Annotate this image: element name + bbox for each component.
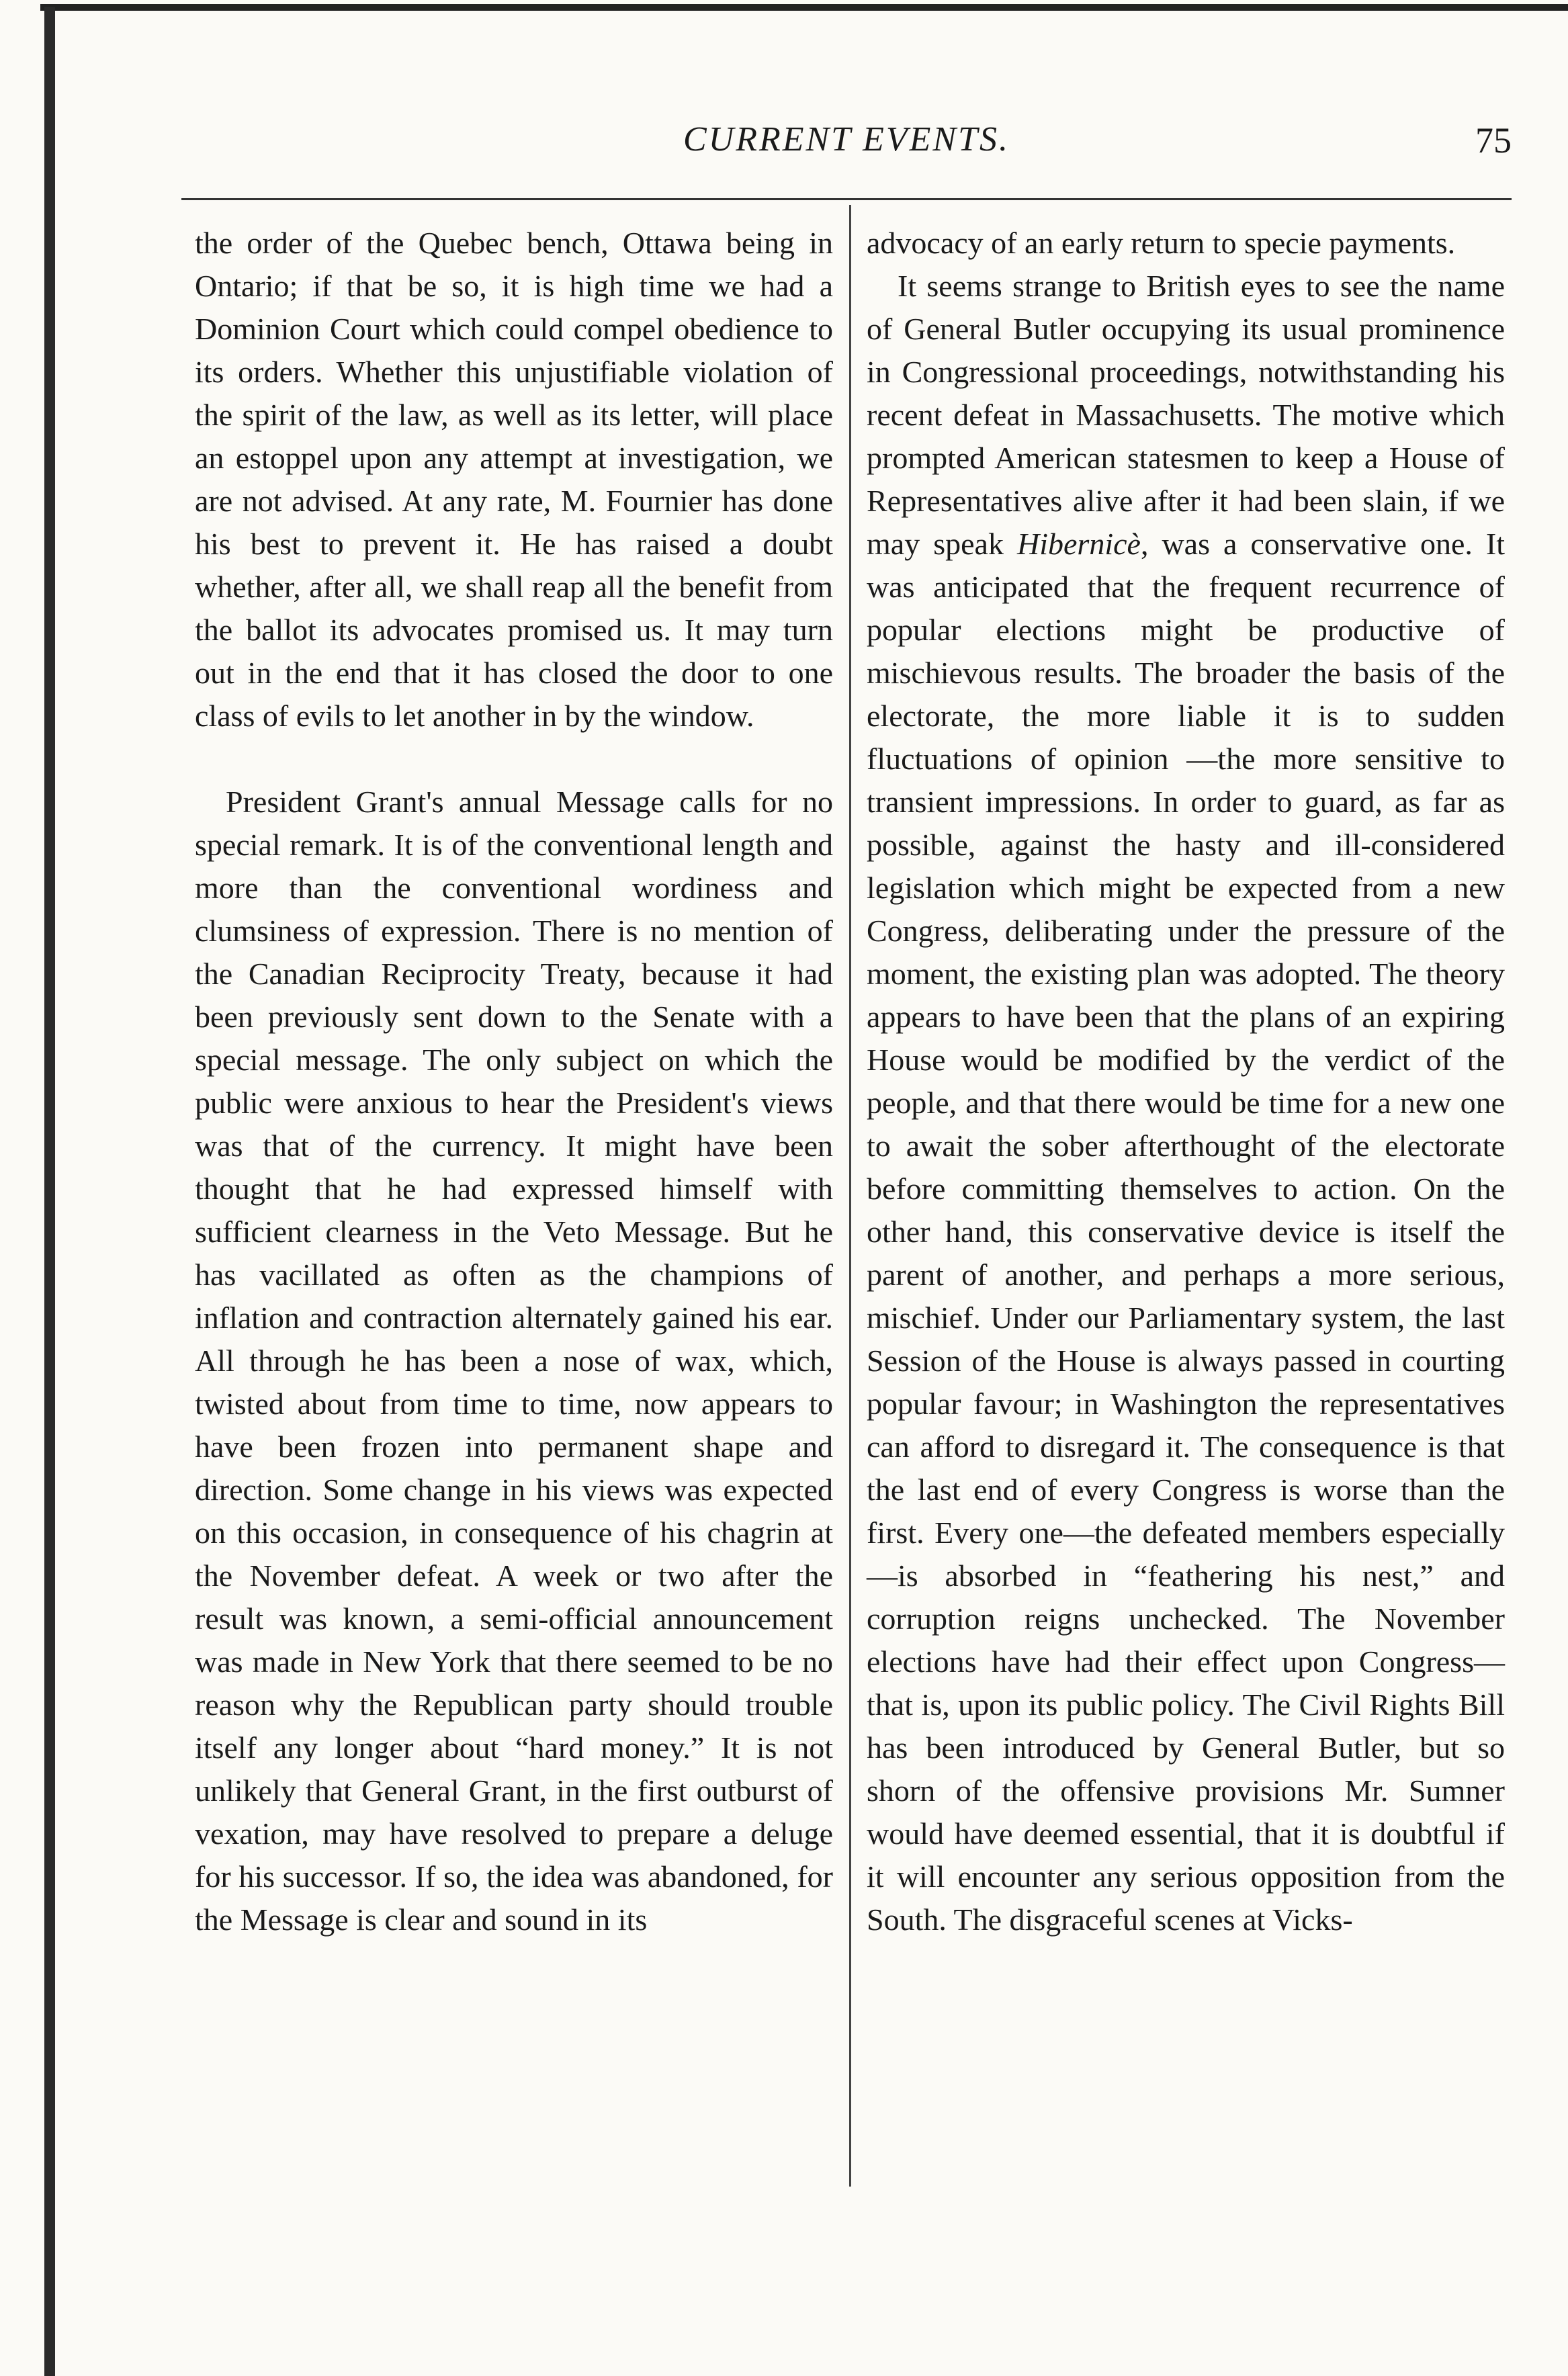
paragraph: President Grant's annual Message calls for no special remark. It is of the conventional length and more than the conventional wordiness and clumsiness of expression. There is no mention of the Canadian Reciprocity Treaty, because it had been previously sent down to the Senate with a special message. The only subject on which the public were anxious to hear the President's views was that of the currency. It might have been thought that he had expressed himself with sufficient clearness in the Veto Message. But he has vacillated as often as the champions of inflation and contraction alternately gained his ear. All through he has been a nose of wax, which, twisted about from time to time, now appears to have been frozen into permanent shape and direction. Some change in his views was expected on this occasion, in consequence of his chagrin at the November defeat. A week or two after the result was known, a semi-official announcement was made in New York that there seemed to be no reason why the Republican party should trouble itself any longer about “hard money.” It is not unlikely that General Grant, in the first outburst of vexation, may have resolved to prepare a deluge for his successor. If so, the idea was abandoned, for the Message is clear and sound in its (195, 785, 833, 1937)
paragraph: advocacy of an early return to specie payments. (867, 226, 1456, 260)
page-header (181, 120, 1512, 173)
running-title: CURRENT EVENTS. (683, 120, 1010, 159)
column-divider (849, 205, 851, 2187)
scan-edge-top (40, 4, 1568, 11)
paragraph-text: It seems strange to British eyes to see the name of General Butler occupying its usual prominence in Congressional proceedings, notwithstanding his recent defeat in Massachusetts. The motive which prompted American statesmen to keep a House of Representatives alive after it had been slain, if we may speak (867, 269, 1505, 561)
paragraph (867, 265, 1505, 1941)
left-column (195, 222, 833, 1941)
page-number: 75 (1475, 120, 1512, 161)
paragraph-text: , was a conservative one. It was anticipated that the frequent recurrence of popular elections might be productive of mischievous results. The broader the basis of the electorate, the more liable it is to sudden fluctuations of opinion —the more sensitive to transient impressions. In order to guard, as far as possible, against the hasty and ill-considered legislation which might be expected from a new Congress, deliberating under the pressure of the moment, the existing plan was adopted. The theory appears to have been that the plans of an expiring House would be modified by the verdict of the people, and that there would be time for a new one to await the sober afterthought of the electorate before committing themselves to action. On the other hand, this conservative device is itself the parent of another, and perhaps a more serious, mischief. Under our Parliamentary system, the last Session of the House is always passed in courting popular favour; in Washington the representatives can afford to disregard it. The consequence is that the last end of every Congress is worse than the first. Every one—the defeated members especially—is absorbed in “feathering his nest,” and corruption reigns unchecked. The November elections have had their effect upon Congress—that is, upon its public policy. The Civil Rights Bill has been introduced by General Butler, but so shorn of the offensive provisions Mr. Sumner would have deemed essential, that it is doubtful if it will encounter any serious opposition from the South. The disgraceful scenes at Vicks- (867, 527, 1506, 1937)
scan-edge-left (44, 7, 55, 2376)
paragraph: the order of the Quebec bench, Ottawa being in Ontario; if that be so, it is high time we had a Dominion Court which could compel obedience to its orders. Whether this unjustifiable violation of the spirit of the law, as well as its letter, will place an estoppel upon any attempt at investigation, we are not advised. At any rate, M. Fournier has done his best to prevent it. He has raised a doubt whether, after all, we shall reap all the benefit from the ballot its advocates promised us. It may turn out in the end that it has closed the door to one class of evils to let another in by the window. (195, 226, 833, 733)
header-rule (181, 198, 1512, 200)
italic-term: Hibernicè (1017, 527, 1141, 561)
right-column (867, 222, 1505, 1941)
